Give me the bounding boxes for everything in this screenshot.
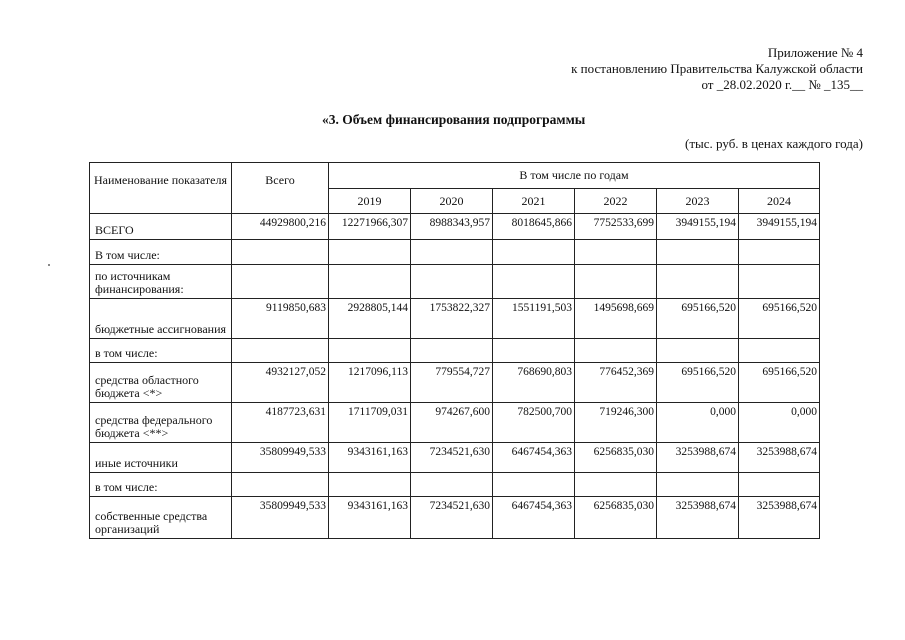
cell-year-value: 695166,520 (657, 299, 739, 339)
cell-year-value: 8018645,866 (493, 214, 575, 240)
cell-year-value: 974267,600 (411, 403, 493, 443)
cell-year-value: 7234521,630 (411, 443, 493, 473)
cell-empty (575, 265, 657, 299)
cell-year-value: 3253988,674 (657, 497, 739, 539)
cell-empty (232, 473, 329, 497)
row-name: собственные средства организаций (90, 497, 232, 539)
cell-empty (493, 473, 575, 497)
row-name: по источникам финансирования: (90, 265, 232, 299)
cell-year-value: 0,000 (657, 403, 739, 443)
cell-year-value: 7752533,699 (575, 214, 657, 240)
header-years-group-label: В том числе по годам (519, 168, 629, 182)
row-name: средства федерального бюджета <**> (90, 403, 232, 443)
cell-year-value: 768690,803 (493, 363, 575, 403)
cell-total: 44929800,216 (232, 214, 329, 240)
cell-year-value: 2928805,144 (329, 299, 411, 339)
section-title: «3. Объем финансирования подпрограммы (322, 112, 586, 127)
cell-year-value: 3949155,194 (657, 214, 739, 240)
cell-total: 35809949,533 (232, 497, 329, 539)
scan-speck (48, 264, 50, 266)
cell-empty (739, 339, 820, 363)
row-name: в том числе: (90, 473, 232, 497)
row-name: в том числе: (90, 339, 232, 363)
cell-empty (232, 339, 329, 363)
row-name: бюджетные ассигнования (90, 299, 232, 339)
header-year-2021: 2021 (493, 189, 575, 214)
units-note: (тыс. руб. в ценах каждого года) (685, 136, 863, 151)
row-name: иные источники (90, 443, 232, 473)
cell-total: 35809949,533 (232, 443, 329, 473)
cell-empty (657, 473, 739, 497)
cell-empty (411, 265, 493, 299)
cell-empty (329, 265, 411, 299)
cell-empty (739, 265, 820, 299)
cell-empty (411, 339, 493, 363)
header-year-2020: 2020 (411, 189, 493, 214)
header-total-column (232, 163, 329, 214)
table-row (90, 240, 820, 265)
table-row (90, 339, 820, 363)
header-year-2023: 2023 (657, 189, 739, 214)
header-years-group (329, 163, 820, 189)
cell-empty (657, 265, 739, 299)
cell-year-value: 695166,520 (739, 363, 820, 403)
cell-empty (657, 240, 739, 265)
cell-empty (739, 473, 820, 497)
header-name-column (90, 163, 232, 214)
header-name-label: Наименование показателя (94, 173, 227, 187)
cell-year-value: 3253988,674 (657, 443, 739, 473)
cell-empty (739, 240, 820, 265)
table-row (90, 497, 820, 539)
header-year-2022: 2022 (575, 189, 657, 214)
cell-year-value: 1217096,113 (329, 363, 411, 403)
cell-empty (657, 339, 739, 363)
cell-year-value: 0,000 (739, 403, 820, 443)
cell-empty (329, 339, 411, 363)
cell-empty (493, 339, 575, 363)
cell-year-value: 695166,520 (657, 363, 739, 403)
cell-year-value: 719246,300 (575, 403, 657, 443)
table-row (90, 403, 820, 443)
cell-year-value: 7234521,630 (411, 497, 493, 539)
cell-empty (575, 240, 657, 265)
header-total-label: Всего (265, 173, 295, 187)
cell-year-value: 9343161,163 (329, 497, 411, 539)
cell-total: 4932127,052 (232, 363, 329, 403)
cell-empty (329, 240, 411, 265)
cell-empty (411, 240, 493, 265)
cell-total: 9119850,683 (232, 299, 329, 339)
cell-year-value: 6467454,363 (493, 497, 575, 539)
financing-table (89, 162, 820, 539)
cell-year-value: 12271966,307 (329, 214, 411, 240)
cell-year-value: 1495698,669 (575, 299, 657, 339)
table-row (90, 473, 820, 497)
cell-empty (575, 339, 657, 363)
table-row (90, 214, 820, 240)
table-row (90, 265, 820, 299)
cell-year-value: 695166,520 (739, 299, 820, 339)
cell-empty (411, 473, 493, 497)
cell-empty (493, 240, 575, 265)
cell-empty (232, 240, 329, 265)
table-row (90, 299, 820, 339)
cell-year-value: 1753822,327 (411, 299, 493, 339)
row-name: ВСЕГО (90, 214, 232, 240)
cell-year-value: 1711709,031 (329, 403, 411, 443)
cell-year-value: 779554,727 (411, 363, 493, 403)
cell-year-value: 782500,700 (493, 403, 575, 443)
cell-year-value: 3253988,674 (739, 497, 820, 539)
cell-empty (493, 265, 575, 299)
resolution-reference: к постановлению Правительства Калужской области (571, 61, 863, 76)
row-name: В том числе: (90, 240, 232, 265)
table-body (90, 214, 820, 539)
table-row (90, 363, 820, 403)
cell-year-value: 3949155,194 (739, 214, 820, 240)
row-name: средства областного бюджета <*> (90, 363, 232, 403)
cell-empty (232, 265, 329, 299)
cell-year-value: 6256835,030 (575, 443, 657, 473)
header-year-2019: 2019 (329, 189, 411, 214)
cell-empty (575, 473, 657, 497)
table-row (90, 443, 820, 473)
resolution-date-number: от _28.02.2020 г.__ № _135__ (701, 77, 863, 92)
cell-year-value: 3253988,674 (739, 443, 820, 473)
cell-year-value: 9343161,163 (329, 443, 411, 473)
cell-year-value: 8988343,957 (411, 214, 493, 240)
cell-total: 4187723,631 (232, 403, 329, 443)
header-year-2024: 2024 (739, 189, 820, 214)
cell-year-value: 6467454,363 (493, 443, 575, 473)
appendix-number: Приложение № 4 (767, 45, 863, 60)
cell-year-value: 1551191,503 (493, 299, 575, 339)
cell-empty (329, 473, 411, 497)
cell-year-value: 6256835,030 (575, 497, 657, 539)
cell-year-value: 776452,369 (575, 363, 657, 403)
